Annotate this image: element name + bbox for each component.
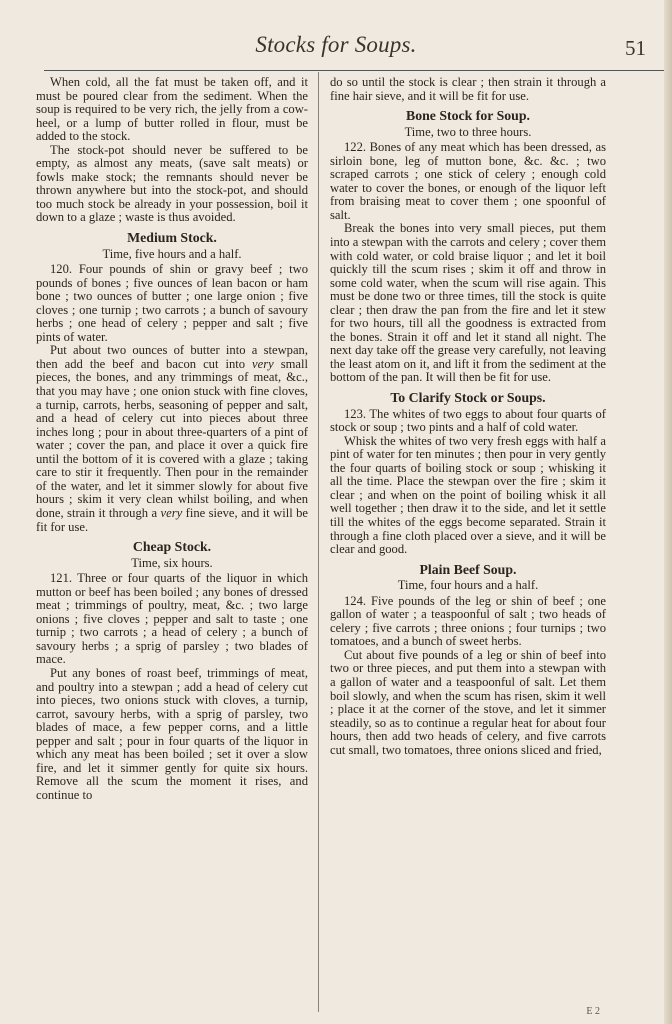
ingredients-paragraph: 122. Bones of any meat which has been dressed, as sirloin bone, leg of mutton bone, &c. &c. ; two scraped carrots ; one stick of celery ; enough cold water to cover the bones, or enough of the liquor left from braising meat to cover them ; one spoonful of salt. <box>330 140 606 222</box>
ingredients-paragraph: 120. Four pounds of shin or gravy beef ; two pounds of bones ; five ounces of lean bacon or ham bone ; two ounces of butter ; one large onion ; five cloves ; one turnip ; two carrots ; a bunch of savoury herbs ; one head of celery ; pepper and salt ; five pints of water. <box>36 262 308 344</box>
cooking-time: Time, five hours and a half. <box>102 246 242 261</box>
section-heading-bone-stock: Bone Stock for Soup. <box>406 108 530 124</box>
page-header <box>0 30 672 66</box>
header-rule <box>44 70 664 71</box>
text-run: small pieces, the bones, and any trimmings of meat, &c., that you may have ; one onion stuck with fine cloves, a turnip, carrots, herbs, seasoning of pepper and salt, and a head of celery cut into pieces about three inches long ; pour in about three-quarters of a pint of water ; cover the pan, and place it over a quick fire until the bottom of it is covered with a glaze ; taking care to stir it frequently. Then pour in the remainder of the water, and let it simmer slowly for about five hours ; skim it very clean whilst boiling, and when done, strain it through a <box>36 356 308 520</box>
cooking-time: Time, two to three hours. <box>404 124 532 139</box>
page-number: 51 <box>625 36 646 60</box>
emphasis: very <box>252 356 274 371</box>
page-edge-shadow <box>664 0 672 1024</box>
text-run: Put about two ounces of butter into a stewpan, then add the beef and bacon cut into <box>36 343 308 371</box>
emphasis: very <box>160 505 183 520</box>
running-head: Stocks for Soups. <box>255 32 417 57</box>
section-heading-plain-beef-soup: Plain Beef Soup. <box>419 561 517 577</box>
paragraph: do so until the stock is clear ; then strain it through a fine hair sieve, and it will be fit for use. <box>330 75 606 103</box>
method-paragraph: Cut about five pounds of a leg or shin of beef into two or three pieces, and put them into a stewpan with a gallon of water and a teaspoonful of salt. Let them boil slowly, and when the scum has risen, skim it well ; place it at the corner of the stove, and let it simmer steadily, so as to continue a regular heat for about four hours, then add two heads of celery, and five carrots cut small, two tomatoes, three onions sliced and fried, <box>330 647 606 757</box>
section-heading-medium-stock: Medium Stock. <box>127 230 217 246</box>
paragraph: When cold, all the fat must be taken off, and it must be poured clear from the sediment. When the soup is required to be very rich, the jelly from a cow-heel, or a lump of butter rolled in flour, must be added to the stock. <box>36 75 308 144</box>
printer-signature-mark: E 2 <box>586 1006 600 1017</box>
method-paragraph: Whisk the whites of two very fresh eggs with half a pint of water for ten minutes ; then pour in very gently the four quarts of boiling stock or soup ; whisking it all the time. Place the stewpan over the fire ; skim it clear ; and when on the point of boiling whisk it all well together ; then draw it to the side, and let it settle till the whites of the eggs become separated. Strain it through a fine cloth placed over a sieve, and it will be clear and good. <box>330 433 606 557</box>
column-divider <box>318 72 319 1012</box>
ingredients-paragraph: 123. The whites of two eggs to about four quarts of stock or soup ; two pints and a half of cold water. <box>330 406 606 435</box>
left-column <box>36 76 308 802</box>
right-column <box>330 76 606 757</box>
section-heading-cheap-stock: Cheap Stock. <box>132 539 212 555</box>
cooking-time: Time, six hours. <box>131 555 213 570</box>
method-paragraph: Put any bones of roast beef, trimmings of meat, and poultry into a stewpan ; add a head of celery cut into pieces, two onions stuck with cloves, a turnip, carrot, savoury herbs, with a sprig of parsley, two blades of mace, a few pepper corns, and a little pepper and salt ; pour in four quarts of the liquor in which any meat has been boiled ; set it over a slow fire, and let it simmer gently for quite six hours. Remove all the scum the moment it rises, and continue to <box>36 665 308 802</box>
text-run: fine sieve, and it will be fit for use. <box>36 505 309 534</box>
method-paragraph <box>36 344 308 534</box>
method-paragraph: Break the bones into very small pieces, put them into a stewpan with the carrots and celery ; cover them with cold water, or cold braise liquor ; and let it boil quickly till the scum rises ; skim it off and throw in some cold water, when the scum will rise again. This must be done two or three times, till the stock is quite clear ; then draw the pan from the fire and let it stew for two hours, till all the goodness is extracted from the bones. Strain it off and let it stand all night. The next day take off the grease very carefully, not leaving the least atom on it, and lift it from the sediment at the bottom of the pan. It will then be fit for use. <box>330 221 606 385</box>
cooking-time: Time, four hours and a half. <box>397 578 539 593</box>
ingredients-paragraph: 121. Three or four quarts of the liquor in which mutton or beef has been boiled ; any bones of dressed meat ; trimmings of poultry, meat, &c. ; two large onions ; five cloves ; pepper and salt to taste ; one turnip ; two carrots ; a head of celery ; a bunch of savoury herbs ; a sprig of parsley ; two blades of mace. <box>36 571 308 667</box>
ingredients-paragraph: 124. Five pounds of the leg or shin of beef ; one gallon of water ; a teaspoonful of salt ; two heads of celery ; five carrots ; three onions ; four turnips ; two tomatoes, and a bunch of sweet herbs. <box>330 593 606 649</box>
section-heading-clarify-stock: To Clarify Stock or Soups. <box>390 390 546 406</box>
paragraph: The stock-pot should never be suffered to be empty, as almost any meats, (save salt meats) or fowls make stock; the remnants should never be thrown anywhere but into the stock-pot, and should too much stock be already in your possession, boil it down to a glaze ; waste is thus avoided. <box>36 142 308 225</box>
